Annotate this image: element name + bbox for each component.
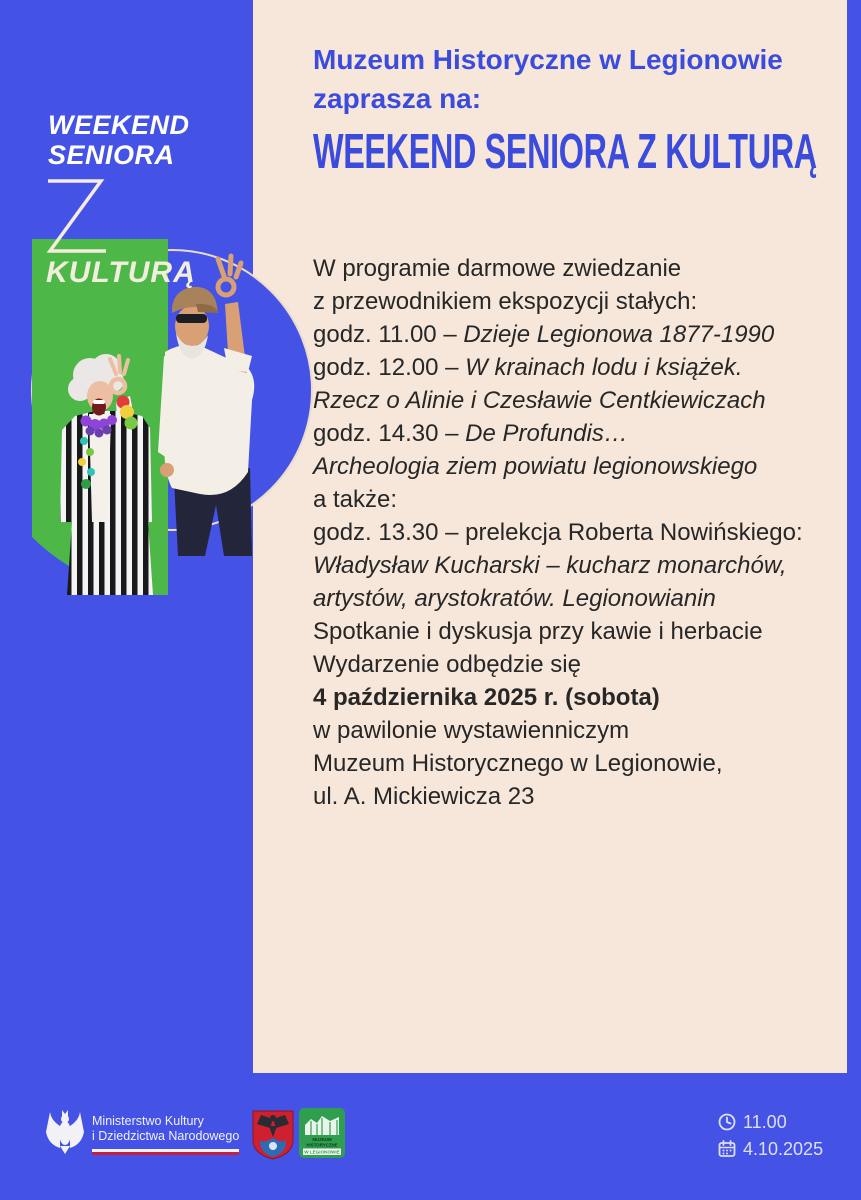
header bbox=[313, 40, 861, 180]
sidebar-word-seniora: SENIORA bbox=[48, 140, 175, 170]
program-item-1 bbox=[313, 318, 818, 351]
header-line2: zaprasza na: bbox=[313, 83, 482, 114]
program-item-2 bbox=[313, 351, 818, 417]
ministry-rule bbox=[92, 1149, 239, 1155]
poster-title: WEEKEND SENIORA Z KULTURĄ bbox=[313, 125, 817, 179]
event-time: 11.00 bbox=[743, 1112, 787, 1132]
event-venue: w pawilonie wystawienniczym bbox=[313, 717, 630, 744]
event-details bbox=[313, 648, 818, 813]
date-row bbox=[718, 1137, 823, 1161]
time-row bbox=[718, 1110, 823, 1134]
museum-logo bbox=[299, 1108, 345, 1158]
item3-title2: Archeologia ziem powiatu legionowskiego bbox=[313, 453, 758, 480]
ministry-line2: i Dziedzictwa Narodowego bbox=[92, 1129, 240, 1143]
lecture-time: godz. 13.30 – prelekcja Roberta Nowińskiego: bbox=[313, 519, 803, 546]
item1-title: Dzieje Legionowa 1877-1990 bbox=[463, 321, 775, 348]
meeting-line: Spotkanie i dyskusja przy kawie i herbacie bbox=[313, 618, 763, 645]
eagle-icon bbox=[46, 1108, 84, 1154]
ministry-line1: Ministerstwo Kultury bbox=[92, 1114, 204, 1128]
intro-line1: W programie darmowe zwiedzanie bbox=[313, 255, 682, 282]
event-date: 4 października 2025 r. (sobota) bbox=[313, 684, 660, 711]
event-address: ul. A. Mickiewicza 23 bbox=[313, 783, 535, 810]
item3-time: godz. 14.30 – bbox=[313, 420, 466, 447]
ministry-text bbox=[92, 1108, 239, 1155]
program-item-3 bbox=[313, 417, 818, 483]
sidebar-word-kultura: KULTURĄ bbox=[46, 256, 196, 289]
header-line1: Muzeum Historyczne w Legionowie bbox=[313, 44, 783, 75]
when-block bbox=[718, 1110, 823, 1164]
event-museum: Muzeum Historycznego w Legionowie, bbox=[313, 750, 723, 777]
ministry-logo bbox=[46, 1108, 239, 1155]
city-crest-icon bbox=[252, 1110, 294, 1160]
also-block bbox=[313, 483, 818, 615]
clock-icon bbox=[718, 1113, 736, 1131]
svg-text:W LEGIONOWIE: W LEGIONOWIE bbox=[304, 1149, 340, 1155]
item2-time: godz. 12.00 – bbox=[313, 354, 466, 381]
event-line1: Wydarzenie odbędzie się bbox=[313, 651, 581, 678]
item3-title: De Profundis… bbox=[465, 420, 628, 447]
sidebar-title bbox=[48, 110, 190, 170]
item2-title: W krainach lodu i książek. bbox=[465, 354, 743, 381]
event-date-short: 4.10.2025 bbox=[743, 1139, 824, 1159]
sidebar-word-weekend: WEEKEND bbox=[48, 110, 190, 140]
svg-text:MUZEUM: MUZEUM bbox=[312, 1137, 332, 1142]
intro-line2: z przewodnikiem ekspozycji stałych: bbox=[313, 288, 698, 315]
also-label: a także: bbox=[313, 486, 398, 513]
calendar-icon bbox=[718, 1140, 736, 1158]
program-copy bbox=[313, 252, 818, 813]
program-intro bbox=[313, 252, 818, 318]
photo-collage bbox=[0, 170, 360, 620]
lecture-title-line1: Władysław Kucharski – kucharz monarchów, bbox=[313, 552, 787, 579]
lecture-title-line2: artystów, arystokratów. Legionowianin bbox=[313, 585, 716, 612]
item1-time: godz. 11.00 – bbox=[313, 321, 464, 348]
svg-text:HISTORYCZNE: HISTORYCZNE bbox=[306, 1142, 338, 1148]
item2-title2: Rzecz o Alinie i Czesławie Centkiewiczach bbox=[313, 387, 766, 414]
